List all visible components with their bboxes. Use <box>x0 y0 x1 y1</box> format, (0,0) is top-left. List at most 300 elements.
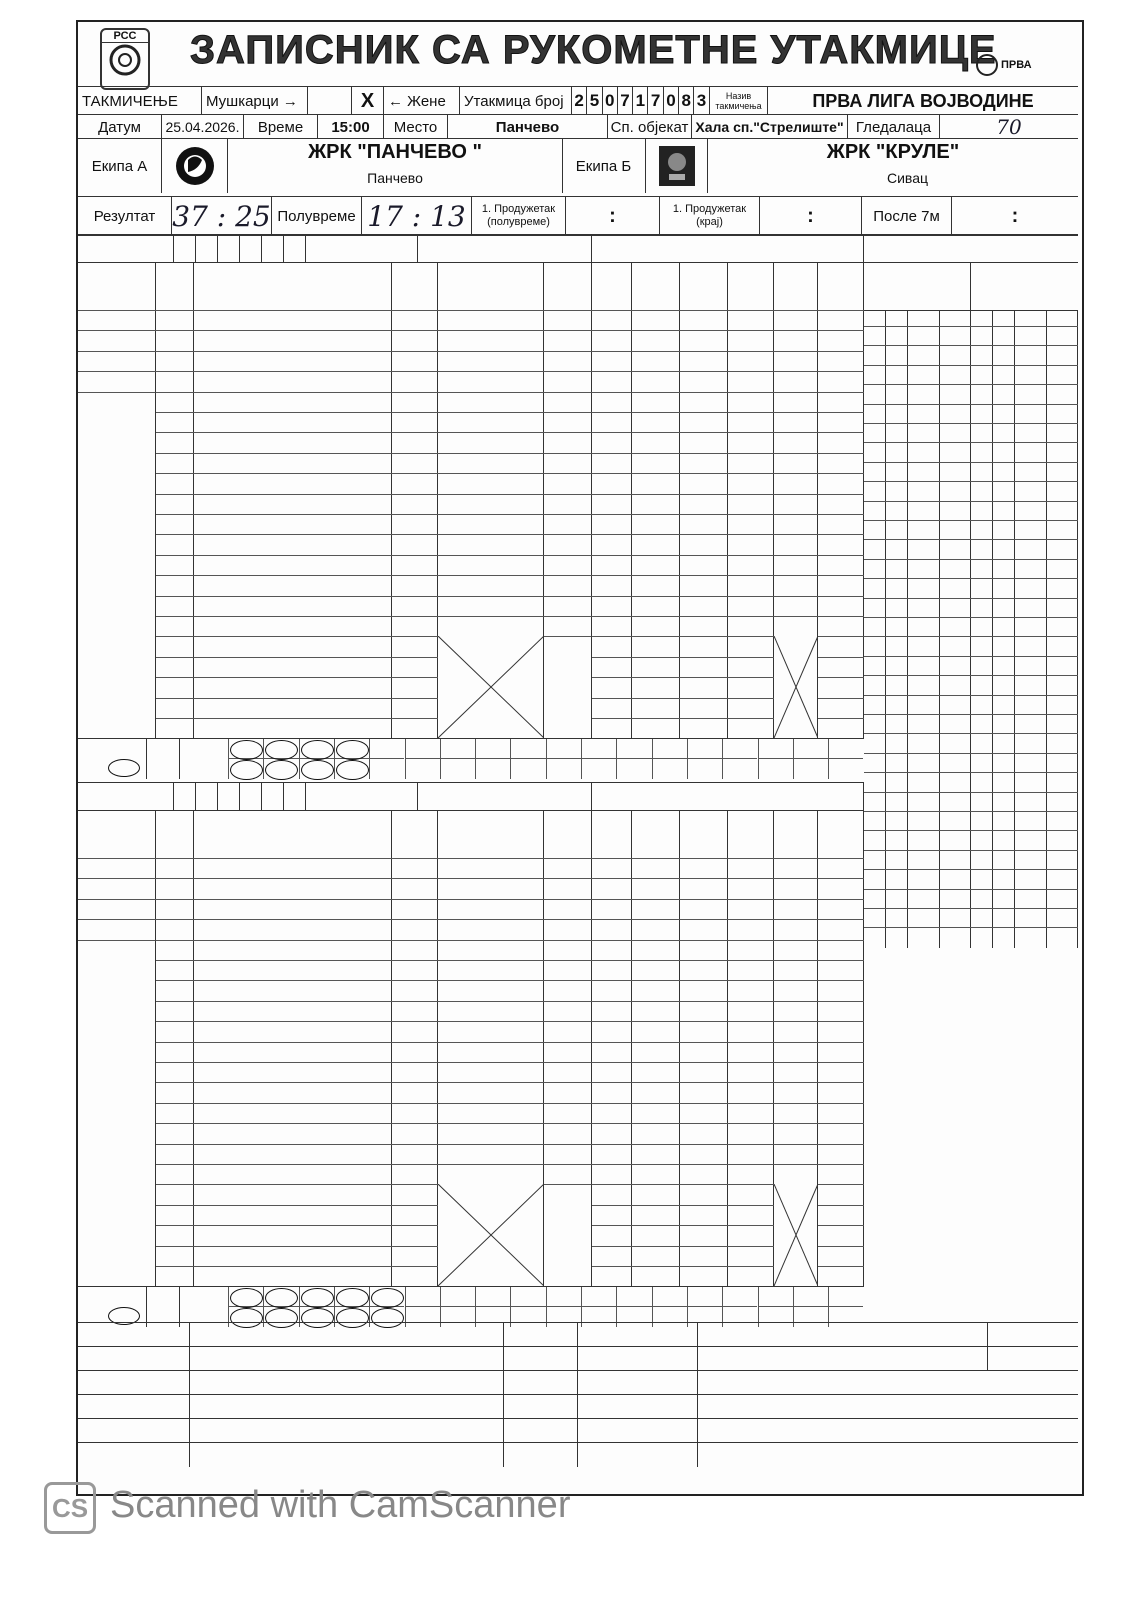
team-a-warning <box>592 597 632 617</box>
progress-cell-igr <box>940 657 971 676</box>
team-a-player-name <box>194 454 392 474</box>
team-a-disqualification <box>774 617 818 637</box>
team-b-jersey-no <box>392 1043 438 1063</box>
progress-cell-b <box>993 715 1015 734</box>
progress-cell-igr <box>940 521 971 540</box>
team-b-player-row <box>78 1144 864 1165</box>
team-b-suspension-2 <box>680 1104 728 1124</box>
team-b-player-name <box>194 961 392 981</box>
progress-cell-b <box>886 851 908 870</box>
progress-cell-min <box>1015 657 1047 676</box>
team-b-suspension-2 <box>680 1002 728 1022</box>
progress-cell-min <box>908 928 940 947</box>
team-b-7m-grid-cell <box>758 1287 793 1307</box>
team-b-official-name <box>194 1267 392 1287</box>
team-b-official-team <box>818 1206 864 1226</box>
match-number-digit: 7 <box>618 87 633 115</box>
team-a-disqualification <box>774 576 818 596</box>
team-a-team-penalty <box>818 372 864 392</box>
progress-cell-igr <box>1047 851 1078 870</box>
progress-cell-b <box>993 385 1015 404</box>
officials-footer <box>78 1322 1078 1466</box>
team-a-team-penalty <box>818 331 864 351</box>
official-role-label <box>78 1419 190 1443</box>
team-a-header-warn <box>592 263 632 311</box>
camscanner-logo: CS <box>44 1482 96 1534</box>
progress-cell-b <box>993 793 1015 812</box>
official-role2-label <box>578 1323 698 1347</box>
team-a-player-row <box>78 575 864 596</box>
team-a-7m-grid-cell <box>793 739 828 759</box>
team-a-suspension-2 <box>680 597 728 617</box>
team-b-label: Екипа Б <box>562 139 646 193</box>
progress-cell-min <box>908 463 940 482</box>
team-a-player-name <box>194 474 392 494</box>
official-role2-label <box>578 1419 698 1443</box>
team-a-goal-tally <box>438 576 544 596</box>
team-b-suspension-2 <box>680 859 728 879</box>
official-footer-row <box>78 1346 1078 1371</box>
team-a-disqualification <box>774 433 818 453</box>
team-a-7m-grid-cell <box>440 759 475 779</box>
team-a-official-team <box>818 699 864 719</box>
team-b-suspension-2 <box>680 981 728 1001</box>
result-label: Резултат <box>78 197 172 235</box>
team-a-disqualification <box>774 597 818 617</box>
team-b-team-penalty <box>818 920 864 940</box>
team-a-player-row <box>78 432 864 453</box>
team-a-official-name <box>194 658 392 678</box>
progress-cell-a <box>864 890 886 909</box>
team-a-license <box>156 495 194 515</box>
progress-cell-min <box>1015 366 1047 385</box>
team-b-player-row <box>78 858 864 879</box>
team-a-disq-crossed-box <box>774 636 818 738</box>
progress-cell-min <box>1015 851 1047 870</box>
team-a-official-susp <box>632 658 680 678</box>
progress-cell-min <box>908 870 940 889</box>
team-b-code-row <box>78 782 864 811</box>
match-number-digit: 2 <box>572 87 587 115</box>
date-value: 25.04.2026. <box>162 115 244 139</box>
progress-cell-min <box>1015 424 1047 443</box>
team-a-goal-tally <box>438 597 544 617</box>
progress-cell-a <box>971 560 993 579</box>
team-b-goal-tally <box>438 1165 544 1185</box>
team-b-team-penalty <box>818 879 864 899</box>
team-a-7m-grid-cell <box>510 739 545 759</box>
progress-cell-b <box>886 346 908 365</box>
team-a-disqualification <box>774 311 818 331</box>
progress-cell-min <box>1015 482 1047 501</box>
team-b-suspension-1 <box>632 1083 680 1103</box>
team-a-goal-sum <box>544 556 592 576</box>
progress-cell-igr <box>940 637 971 656</box>
progress-cell-min <box>1015 793 1047 812</box>
team-a-jersey-no <box>392 474 438 494</box>
team-b-7m-grid-cell <box>687 1287 722 1307</box>
progress-cell-b <box>886 754 908 773</box>
team-b-suspension-2 <box>680 900 728 920</box>
team-b-player-name <box>194 1002 392 1022</box>
official2-name <box>698 1395 988 1419</box>
team-b-jersey-value <box>418 783 592 811</box>
team-a-license <box>156 556 194 576</box>
team-b-player-name <box>194 1165 392 1185</box>
team-b-official-license <box>156 1185 194 1205</box>
team-b-official-susp <box>632 1185 680 1205</box>
team-a-suspension-3 <box>728 576 774 596</box>
team-a-official-license <box>156 699 194 719</box>
progress-cell-igr <box>940 928 971 947</box>
team-a-7m-label <box>146 739 180 779</box>
team-b-goal-sum <box>544 941 592 961</box>
progress-cell-min <box>908 618 940 637</box>
progress-cell-igr <box>1047 366 1078 385</box>
score-progress-table <box>864 262 1078 972</box>
progress-row <box>864 501 1078 521</box>
official-footer-row <box>78 1370 1078 1395</box>
official-id <box>504 1443 578 1467</box>
official-footer-row <box>78 1322 1078 1347</box>
progress-cell-igr <box>940 870 971 889</box>
progress-cell-b <box>993 754 1015 773</box>
team-a-jersey-no <box>392 495 438 515</box>
progress-cell-b <box>886 793 908 812</box>
official2-id <box>988 1395 1078 1419</box>
team-a-suspension-3 <box>728 433 774 453</box>
match-number-digit: 0 <box>603 87 618 115</box>
team-a-suspension-2 <box>680 535 728 555</box>
team-a-warning <box>592 474 632 494</box>
team-a-official-letter <box>392 719 438 739</box>
team-b-player-name <box>194 1124 392 1144</box>
team-a-player-name <box>194 352 392 372</box>
team-b-license <box>156 1002 194 1022</box>
team-b-warning <box>592 1145 632 1165</box>
progress-cell-min <box>1015 773 1047 792</box>
progress-cell-min <box>908 385 940 404</box>
progress-row <box>864 636 1078 656</box>
team-a-player-row <box>78 351 864 372</box>
progress-cell-b <box>993 463 1015 482</box>
team-a-team-penalty <box>818 393 864 413</box>
team-b-official-name <box>194 1185 392 1205</box>
team-a-code-digit <box>262 235 284 263</box>
team-a-jersey-no <box>392 556 438 576</box>
team-a-7m-grid-cell <box>758 759 793 779</box>
team-a-license <box>156 617 194 637</box>
team-b-goal-sum <box>544 1063 592 1083</box>
progress-cell-igr <box>940 327 971 346</box>
progress-cell-min <box>1015 715 1047 734</box>
team-a-suspension-2 <box>680 311 728 331</box>
team-a-official-susp <box>632 699 680 719</box>
team-a-warning <box>592 556 632 576</box>
team-a-header-two3 <box>728 263 774 311</box>
progress-cell-min <box>908 890 940 909</box>
team-b-jersey-no <box>392 1083 438 1103</box>
team-b-timeout-cell <box>78 879 156 899</box>
team-b-team-penalty <box>818 1124 864 1144</box>
progress-cell-b <box>993 443 1015 462</box>
team-b-warning <box>592 941 632 961</box>
progress-row <box>864 792 1078 812</box>
progress-cell-igr <box>1047 463 1078 482</box>
team-b-disqualification <box>774 941 818 961</box>
team-a-suspension-3 <box>728 597 774 617</box>
team-b-official-license <box>156 1226 194 1246</box>
progress-cell-igr <box>1047 890 1078 909</box>
progress-cell-b <box>886 502 908 521</box>
progress-cell-min <box>908 773 940 792</box>
team-a-license <box>156 535 194 555</box>
progress-cell-b <box>886 657 908 676</box>
team-a-goal-sum <box>544 393 592 413</box>
team-b-goal-sum <box>544 961 592 981</box>
progress-cell-min <box>908 346 940 365</box>
team-a-official-letter <box>392 678 438 698</box>
team-a-note-label <box>78 739 146 759</box>
team-b-team-penalty <box>818 1083 864 1103</box>
team-a-team-penalty <box>818 576 864 596</box>
team-a-suspension-2 <box>680 393 728 413</box>
team-a-code-digit <box>196 235 218 263</box>
progress-cell-igr <box>1047 870 1078 889</box>
team-a-player-name <box>194 331 392 351</box>
team-a-label: Екипа А <box>78 139 162 193</box>
progress-cell-igr <box>940 560 971 579</box>
team-a-jersey-no <box>392 454 438 474</box>
progress-cell-min <box>908 502 940 521</box>
team-a-note-no[interactable] <box>108 759 140 777</box>
details-row <box>78 114 1078 139</box>
team-b-jersey-no <box>392 1063 438 1083</box>
team-a-goal-tally <box>438 352 544 372</box>
progress-row <box>864 539 1078 559</box>
official-footer-row <box>78 1418 1078 1443</box>
team-a-team-penalty <box>818 433 864 453</box>
team-a-official-warning <box>592 658 632 678</box>
progress-cell-min <box>1015 928 1047 947</box>
progress-cell-min <box>908 540 940 559</box>
team-a-license <box>156 372 194 392</box>
progress-cell-a <box>971 540 993 559</box>
team-a-suspension-1 <box>632 515 680 535</box>
progress-row <box>864 365 1078 385</box>
team-b-player-name <box>194 1063 392 1083</box>
team-b-official-susp <box>680 1267 728 1287</box>
team-a-official-susp <box>728 719 774 739</box>
progress-cell-a <box>971 696 993 715</box>
women-label: ← Жене <box>384 87 460 115</box>
official-role2-label <box>578 1395 698 1419</box>
official-footer-row <box>78 1442 1078 1467</box>
official-city <box>416 1443 504 1467</box>
team-b-jersey-no <box>392 941 438 961</box>
progress-col-min <box>1015 311 1047 327</box>
team-b-jersey-no <box>392 1145 438 1165</box>
team-b-goal-tally <box>438 1145 544 1165</box>
progress-cell-igr <box>1047 909 1078 928</box>
progress-cell-a <box>971 909 993 928</box>
official-role2-label <box>578 1347 698 1371</box>
team-b-goal-tally <box>438 1124 544 1144</box>
team-b-city: Сивац <box>886 170 928 186</box>
team-a-team-penalty <box>818 413 864 433</box>
team-b-license <box>156 941 194 961</box>
team-b-suspension-2 <box>680 941 728 961</box>
team-a-official-team <box>818 658 864 678</box>
progress-cell-igr <box>1047 560 1078 579</box>
team-b-suspension-1 <box>632 879 680 899</box>
competition-label: ТАКМИЧЕЊЕ <box>78 87 202 115</box>
team-b-suspension-1 <box>632 1165 680 1185</box>
team-b-official-susp <box>632 1247 680 1267</box>
team-a-goal-sum <box>544 433 592 453</box>
team-a-goal-sum <box>544 597 592 617</box>
progress-cell-a <box>864 909 886 928</box>
team-a-goal-tally <box>438 495 544 515</box>
halftime-value: 17 : 13 <box>362 197 472 235</box>
team-b-official-susp <box>728 1247 774 1267</box>
team-b-license <box>156 981 194 1001</box>
team-b-timeout-cell <box>78 859 156 879</box>
progress-cell-a <box>864 327 886 346</box>
team-a-official-name <box>194 637 392 657</box>
team-a-goal-sum <box>544 372 592 392</box>
team-a-official-susp <box>680 658 728 678</box>
team-a-goal-sum <box>544 474 592 494</box>
team-b-warning <box>592 920 632 940</box>
team-a-disqualification <box>774 556 818 576</box>
progress-cell-a <box>971 715 993 734</box>
team-a-disqualification <box>774 454 818 474</box>
team-b-player-row <box>78 1103 864 1124</box>
team-a-7m-grid-cell <box>581 759 616 779</box>
team-b-suspension-3 <box>728 859 774 879</box>
team-b-header-name <box>194 811 392 859</box>
official-role-label <box>78 1395 190 1419</box>
team-a-license <box>156 597 194 617</box>
team-b-team-penalty <box>818 1022 864 1042</box>
team-a-goal-tally <box>438 515 544 535</box>
progress-cell-b <box>993 831 1015 850</box>
team-a-goal-tally <box>438 556 544 576</box>
progress-cell-a <box>864 715 886 734</box>
team-b-goal-tally <box>438 859 544 879</box>
team-b-7m-grid-cell <box>510 1287 545 1307</box>
team-b-official-susp <box>728 1267 774 1287</box>
team-a-suspension-3 <box>728 331 774 351</box>
team-a-goal-sum <box>544 413 592 433</box>
team-b-goal-sum <box>544 879 592 899</box>
team-a-header-row <box>78 262 864 311</box>
team-b-team-penalty <box>818 1104 864 1124</box>
team-b-suspension-1 <box>632 900 680 920</box>
progress-subheader-row <box>864 310 1078 327</box>
team-a-suspension-2 <box>680 617 728 637</box>
progress-cell-a <box>864 870 886 889</box>
team-b-player-name <box>194 941 392 961</box>
team-a-player-name <box>194 393 392 413</box>
progress-cell-igr <box>940 793 971 812</box>
team-a-goal-sum <box>544 576 592 596</box>
team-a-disqualification <box>774 495 818 515</box>
team-a-suspension-1 <box>632 413 680 433</box>
progress-row <box>864 345 1078 365</box>
team-a-7m-grid-cell <box>546 759 581 779</box>
match-report-sheet <box>76 20 1084 1496</box>
progress-cell-min <box>1015 831 1047 850</box>
team-b-disqualification <box>774 920 818 940</box>
team-b-license <box>156 1043 194 1063</box>
progress-cell-igr <box>940 346 971 365</box>
team-a-code-label <box>78 235 174 263</box>
progress-cell-b <box>993 909 1015 928</box>
progress-cell-igr <box>940 715 971 734</box>
official2-name <box>698 1323 988 1347</box>
team-b-suspension-3 <box>728 1083 774 1103</box>
team-b-player-row <box>78 1123 864 1144</box>
team-b-suspension-3 <box>728 1022 774 1042</box>
progress-cell-igr <box>1047 928 1078 947</box>
progress-cell-a <box>864 405 886 424</box>
team-b-official-susp <box>632 1206 680 1226</box>
team-b-official-warning <box>592 1267 632 1287</box>
progress-cell-igr <box>1047 637 1078 656</box>
team-a-official-susp <box>632 637 680 657</box>
team-b-suspension-1 <box>632 941 680 961</box>
team-a-jersey-no <box>392 413 438 433</box>
team-a-team-penalty <box>818 617 864 637</box>
progress-cell-igr <box>1047 521 1078 540</box>
progress-cell-min <box>1015 870 1047 889</box>
team-a-player-row <box>78 534 864 555</box>
team-a-jersey-no <box>392 311 438 331</box>
team-b-suspension-3 <box>728 1104 774 1124</box>
team-a-warning <box>592 352 632 372</box>
progress-cell-a <box>864 773 886 792</box>
team-a-7m-grid-cell <box>652 739 687 759</box>
progress-cell-b <box>886 327 908 346</box>
team-b-jersey-no <box>392 1165 438 1185</box>
team-b-suspension-1 <box>632 1022 680 1042</box>
progress-cell-b <box>993 482 1015 501</box>
team-a-timeout-cell <box>78 372 156 392</box>
team-a-7m-grid-cell <box>616 739 651 759</box>
team-a-official-warning <box>592 719 632 739</box>
progress-cell-b <box>886 909 908 928</box>
team-a-official-susp <box>728 637 774 657</box>
team-a-warning <box>592 331 632 351</box>
match-number-digit: 7 <box>649 87 664 115</box>
team-a-official-letter <box>392 658 438 678</box>
progress-cell-min <box>1015 579 1047 598</box>
team-b-suspension-1 <box>632 1002 680 1022</box>
progress-row <box>864 889 1078 909</box>
progress-cell-a <box>971 579 993 598</box>
team-b-disqualification <box>774 961 818 981</box>
progress-cell-min <box>908 851 940 870</box>
progress-cell-a <box>864 424 886 443</box>
team-a-goal-sum <box>544 535 592 555</box>
team-b-jersey-no <box>392 879 438 899</box>
team-b-license <box>156 1124 194 1144</box>
team-b-warning <box>592 981 632 1001</box>
team-a-warning <box>592 495 632 515</box>
team-b-suspension-1 <box>632 981 680 1001</box>
